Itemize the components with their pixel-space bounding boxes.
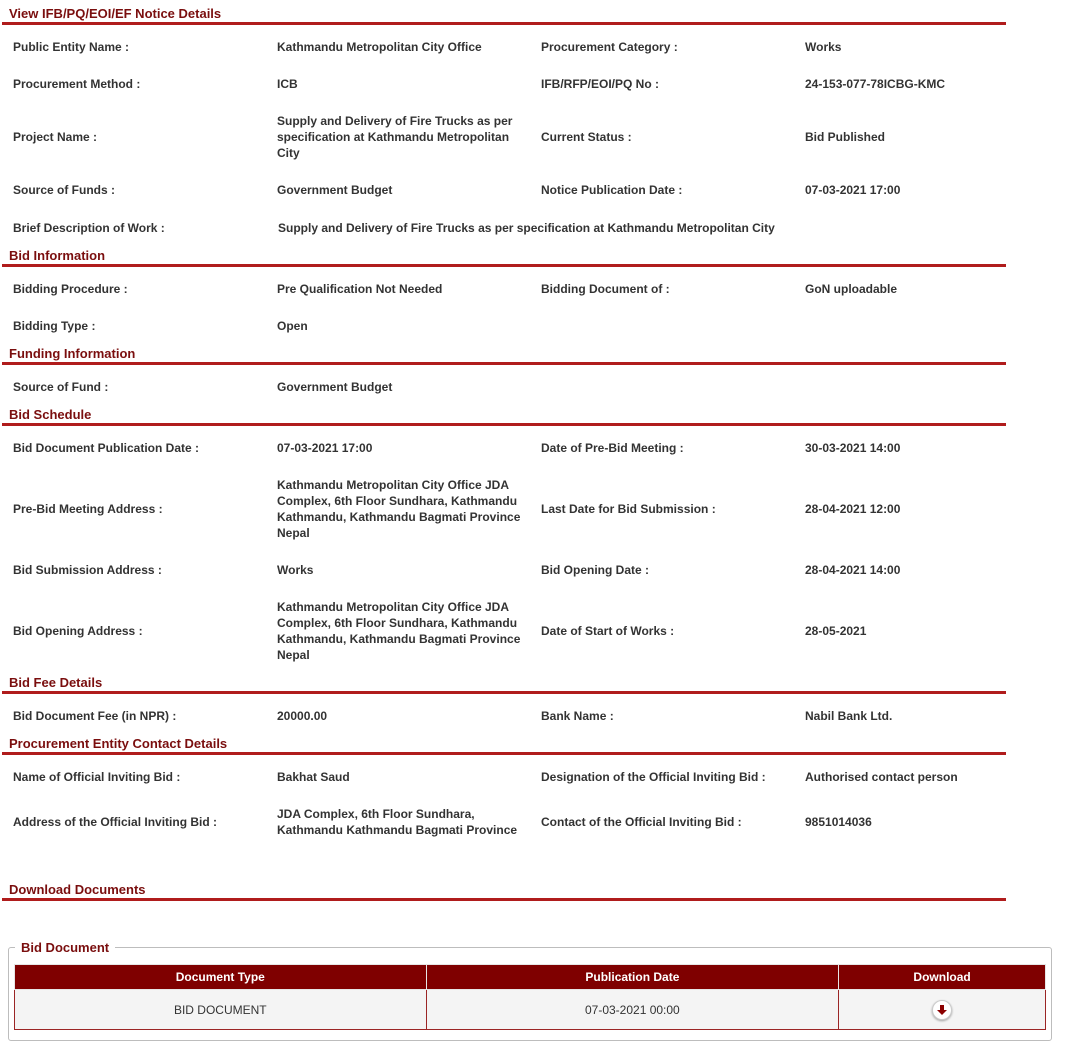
label-ifb-number: IFB/RFP/EOI/PQ No :	[541, 77, 660, 91]
value-official-designation: Authorised contact person	[805, 770, 958, 784]
value-last-date-submission: 28-04-2021 12:00	[805, 502, 901, 516]
label-official-name: Name of Official Inviting Bid :	[13, 770, 181, 784]
value-bidding-document-of: GoN uploadable	[805, 282, 898, 296]
value-project-name: Supply and Delivery of Fire Trucks as per specification at Kathmandu Metropolitan City	[277, 114, 513, 160]
label-bid-opening-address: Bid Opening Address :	[13, 624, 143, 638]
label-public-entity: Public Entity Name :	[13, 40, 130, 54]
label-bid-document-fee: Bid Document Fee (in NPR) :	[13, 709, 177, 723]
value-bid-opening-address: Kathmandu Metropolitan City Office JDA Complex, 6th Floor Sundhara, Kathmandu Kathmandu, Kathmandu Bagmati Province Nepal	[277, 600, 521, 662]
label-pre-bid-meeting-date: Date of Pre-Bid Meeting :	[541, 441, 684, 455]
value-bid-document-publication-date: 07-03-2021 17:00	[277, 441, 373, 455]
header-publication-date: Publication Date	[426, 965, 839, 990]
bid-document-legend: Bid Document	[21, 940, 110, 955]
label-current-status: Current Status :	[541, 130, 632, 144]
value-notice-publication-date: 07-03-2021 17:00	[805, 183, 901, 197]
value-procurement-category: Works	[805, 40, 842, 54]
label-source-of-funds: Source of Funds :	[13, 183, 115, 197]
section-title-bid-schedule: Bid Schedule	[2, 407, 1006, 426]
documents-header-row	[15, 965, 1046, 990]
value-official-address: JDA Complex, 6th Floor Sundhara, Kathmandu Kathmandu Bagmati Province	[277, 807, 518, 837]
label-bidding-type: Bidding Type :	[13, 319, 96, 333]
value-brief-description: Supply and Delivery of Fire Trucks as per specification at Kathmandu Metropolitan City	[278, 221, 775, 235]
value-start-of-works: 28-05-2021	[805, 624, 867, 638]
label-bid-submission-address: Bid Submission Address :	[13, 563, 162, 577]
header-document-type: Document Type	[15, 965, 427, 990]
section-title-bid-information: Bid Information	[2, 248, 1006, 267]
value-official-name: Bakhat Saud	[277, 770, 350, 784]
value-bidding-procedure: Pre Qualification Not Needed	[277, 282, 443, 296]
value-bid-document-fee: 20000.00	[277, 709, 328, 723]
cell-document-type: BID DOCUMENT	[15, 990, 427, 1030]
value-pre-bid-meeting-date: 30-03-2021 14:00	[805, 441, 901, 455]
value-source-of-funds: Government Budget	[277, 183, 393, 197]
label-official-designation: Designation of the Official Inviting Bid :	[541, 770, 766, 784]
value-official-contact: 9851014036	[805, 815, 872, 829]
value-current-status: Bid Published	[805, 130, 886, 144]
label-brief-description: Brief Description of Work :	[13, 221, 165, 235]
value-bid-submission-address: Works	[277, 563, 314, 577]
section-title-contact-details: Procurement Entity Contact Details	[2, 736, 1006, 755]
label-bid-document-publication-date: Bid Document Publication Date :	[13, 441, 200, 455]
value-bidding-type: Open	[277, 319, 308, 333]
label-bidding-procedure: Bidding Procedure :	[13, 282, 128, 296]
label-project-name: Project Name :	[13, 130, 98, 144]
cell-publication-date: 07-03-2021 00:00	[426, 990, 839, 1030]
label-official-address: Address of the Official Inviting Bid :	[13, 815, 218, 829]
label-bank-name: Bank Name :	[541, 709, 614, 723]
download-arrow-icon[interactable]	[932, 1000, 952, 1020]
value-bank-name: Nabil Bank Ltd.	[805, 709, 893, 723]
value-ifb-number: 24-153-077-78ICBG-KMC	[805, 77, 946, 91]
value-pre-bid-meeting-address: Kathmandu Metropolitan City Office JDA Complex, 6th Floor Sundhara, Kathmandu Kathmandu, Kathmandu Bagmati Province Nepal	[277, 478, 521, 540]
cell-download	[839, 990, 1046, 1030]
section-title-funding-information: Funding Information	[2, 346, 1006, 365]
header-download: Download	[839, 965, 1046, 990]
label-source-of-fund: Source of Fund :	[13, 380, 109, 394]
label-bidding-document-of: Bidding Document of :	[541, 282, 670, 296]
label-pre-bid-meeting-address: Pre-Bid Meeting Address :	[13, 502, 163, 516]
label-procurement-category: Procurement Category :	[541, 40, 678, 54]
label-bid-opening-date: Bid Opening Date :	[541, 563, 649, 577]
value-source-of-fund: Government Budget	[277, 380, 393, 394]
label-start-of-works: Date of Start of Works :	[541, 624, 675, 638]
documents-table	[14, 964, 1046, 1030]
value-bid-opening-date: 28-04-2021 14:00	[805, 563, 901, 577]
label-official-contact: Contact of the Official Inviting Bid :	[541, 815, 742, 829]
section-title-bid-fee: Bid Fee Details	[2, 675, 1006, 694]
value-procurement-method: ICB	[277, 77, 298, 91]
label-procurement-method: Procurement Method :	[13, 77, 141, 91]
value-public-entity: Kathmandu Metropolitan City Office	[277, 40, 482, 54]
label-notice-publication-date: Notice Publication Date :	[541, 183, 683, 197]
section-title-notice: View IFB/PQ/EOI/EF Notice Details	[2, 6, 1006, 25]
label-last-date-submission: Last Date for Bid Submission :	[541, 502, 716, 516]
table-row	[15, 990, 1046, 1030]
section-title-download-documents: Download Documents	[2, 882, 1006, 901]
